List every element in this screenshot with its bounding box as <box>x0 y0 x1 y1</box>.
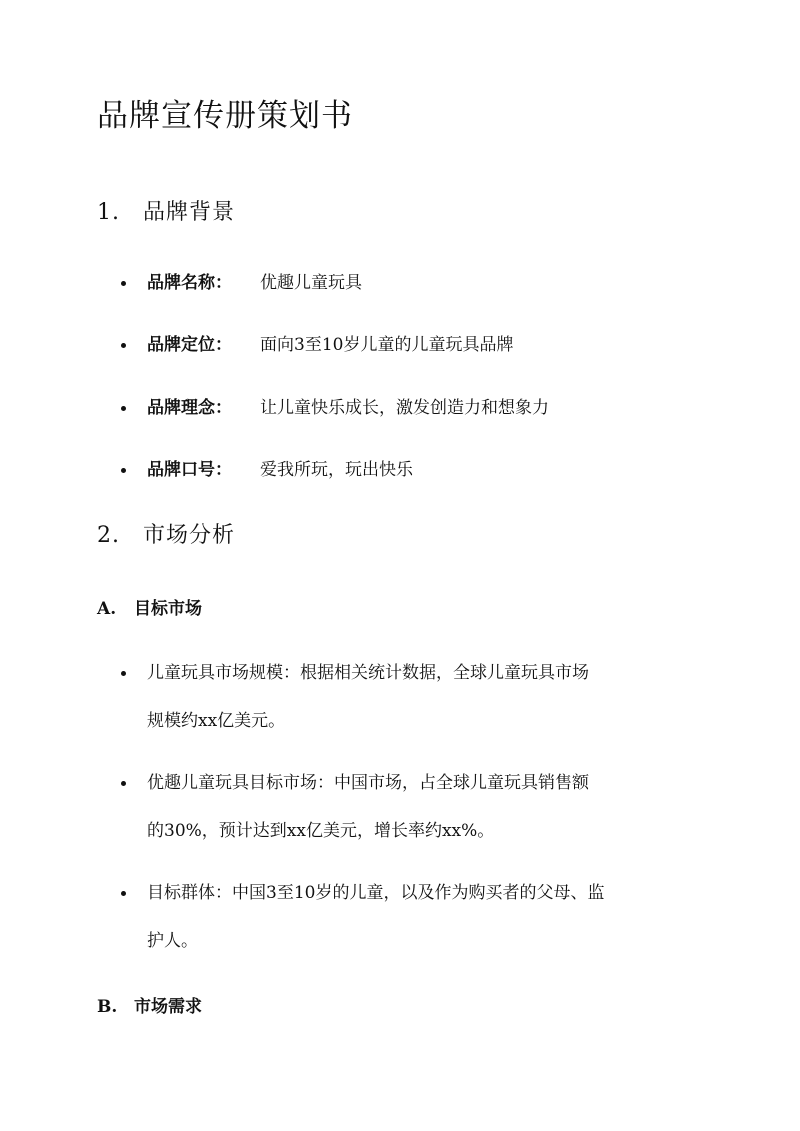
bullet-icon <box>121 781 126 786</box>
section-title: 品牌背景 <box>143 200 236 225</box>
bullet-icon <box>121 281 126 286</box>
item-key: 品牌定位： <box>147 335 232 355</box>
bullet-icon <box>121 671 126 676</box>
subsection-title: 市场需求 <box>134 997 202 1017</box>
section-heading-brand-background <box>97 198 235 228</box>
item-value: 面向3至10岁儿童的儿童玩具品牌 <box>260 335 514 355</box>
paragraph-line: 儿童玩具市场规模：根据相关统计数据，全球儿童玩具市场 <box>147 663 589 683</box>
subsection-heading-market-demand <box>97 995 202 1019</box>
paragraph-line: 目标群体：中国3至10岁的儿童，以及作为购买者的父母、监 <box>147 883 605 903</box>
subsection-title: 目标市场 <box>134 599 202 619</box>
item-key: 品牌名称： <box>147 273 232 293</box>
bullet-icon <box>121 891 126 896</box>
section-number: 2. <box>97 523 120 548</box>
subsection-label: A. <box>97 599 117 619</box>
section-number: 1. <box>97 200 120 225</box>
item-value: 优趣儿童玩具 <box>260 273 362 293</box>
bullet-icon <box>121 468 126 473</box>
subsection-label: B. <box>97 997 118 1017</box>
document-title: 品牌宣传册策划书 <box>97 98 353 134</box>
paragraph-line: 规模约xx亿美元。 <box>147 711 286 731</box>
paragraph-line: 优趣儿童玩具目标市场：中国市场，占全球儿童玩具销售额 <box>147 773 589 793</box>
item-value: 爱我所玩，玩出快乐 <box>260 460 413 480</box>
item-key: 品牌口号： <box>147 460 232 480</box>
item-key: 品牌理念： <box>147 398 232 418</box>
item-value: 让儿童快乐成长，激发创造力和想象力 <box>260 398 549 418</box>
paragraph-line: 护人。 <box>147 931 198 951</box>
section-heading-market-analysis <box>97 521 235 551</box>
section-title: 市场分析 <box>143 523 236 548</box>
paragraph-line: 的30%，预计达到xx亿美元，增长率约xx%。 <box>147 821 495 841</box>
bullet-icon <box>121 343 126 348</box>
bullet-icon <box>121 406 126 411</box>
subsection-heading-target-market <box>97 597 202 621</box>
